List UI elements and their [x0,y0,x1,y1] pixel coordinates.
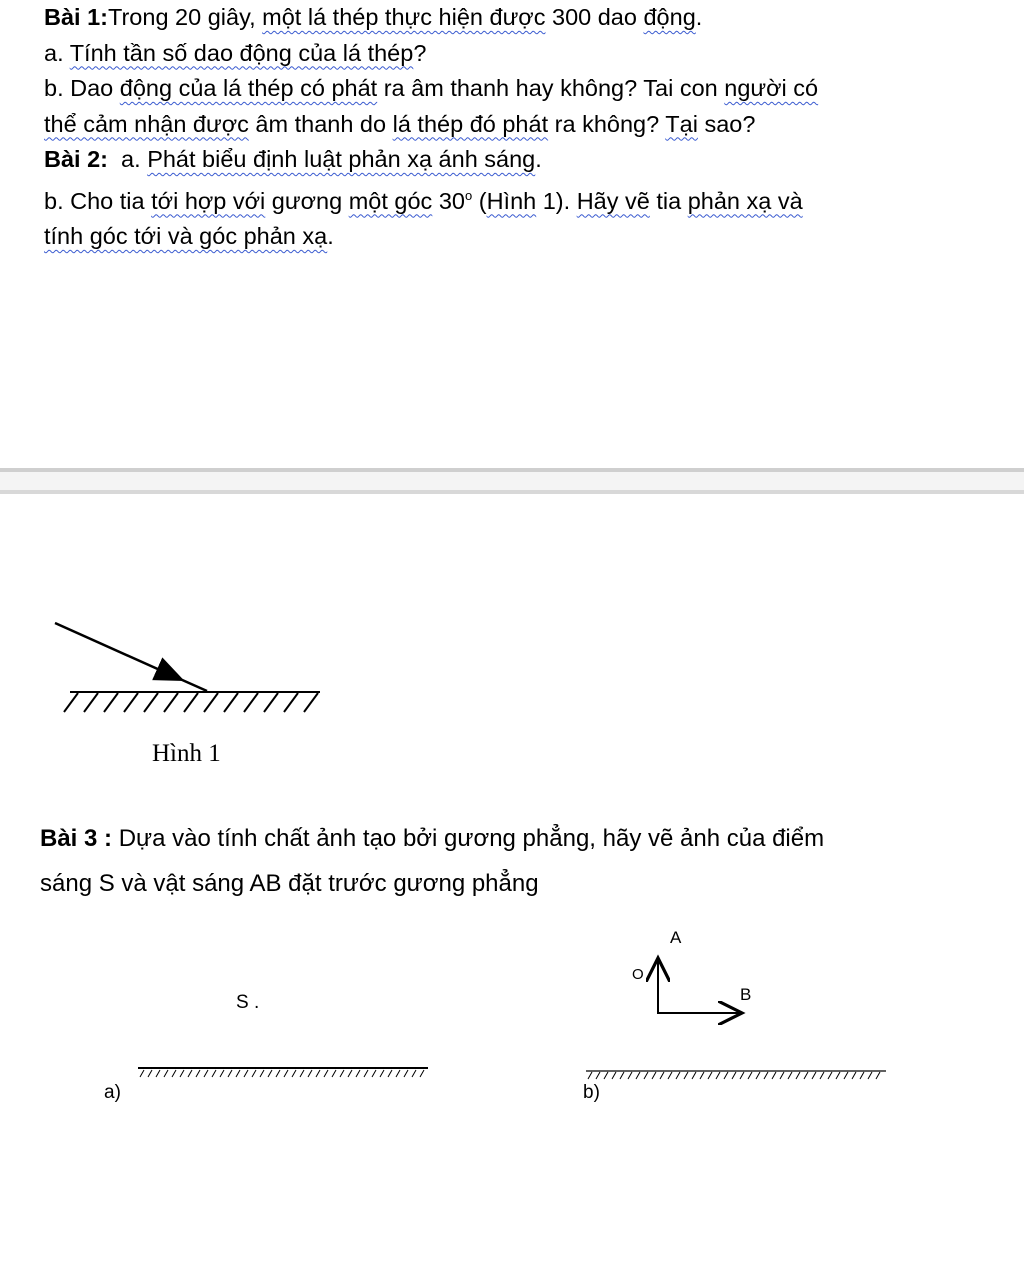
text-span: sao? [697,110,756,137]
text-span: b. Cho tia [44,187,152,214]
text-span: 300 dao [545,4,644,30]
label-O: O [632,966,644,983]
text-span: động [643,4,696,30]
text-span: a. [108,146,148,172]
text-span: ? [413,39,427,66]
text-span: ra âm thanh hay không? Tai con [377,75,725,101]
text-span: Dựa vào tính chất ảnh tạo bởi gương phẳng, hãy vẽ ảnh của điểm [112,825,825,852]
text-span: một góc [348,187,433,214]
bai1-heading: Bài 1: [44,4,108,30]
bai3-line2: sáng S và vật sáng AB đặt trước gương phẳng [40,870,539,897]
text-span: Phát biểu định luật phản xạ ánh sáng [147,146,536,172]
text-span: một lá thép thực hiện được [262,4,546,30]
text-span: Tính tần số dao động của lá thép [69,39,414,66]
bai3-line1 [40,816,824,861]
text-span: động của lá thép có phát [119,75,378,101]
label-figure-b: b) [583,1082,600,1103]
text-span: . [535,146,542,172]
incident-ray-tail [180,679,207,691]
text-span: Trong 20 giây, [108,4,263,30]
text-span: . [695,4,703,30]
bai3-heading: Bài 3 : [40,825,113,852]
label-A: A [670,928,682,947]
text-span: âm thanh do [248,110,393,137]
text-span: 30 [432,187,465,214]
bai2-heading: Bài 2: [44,146,108,172]
text-span: 1). [536,187,577,214]
text-span: tính góc tới và góc phản xạ [44,223,328,249]
text-span: tia [649,187,688,214]
figure-b-diagram [586,958,886,1079]
mirror-hatching [64,693,318,712]
text-span: b. Dao [44,75,120,101]
incident-ray-arrow [55,623,180,679]
mirror-b-hatching [588,1072,880,1079]
text-span: ra không? [548,110,666,137]
text-span: phản xạ và [687,187,803,214]
text-span: a. [44,39,70,66]
text-span: tới hợp với [151,187,266,214]
figure-1-diagram [55,623,320,712]
figure-1-caption: Hình 1 [152,740,221,767]
text-span: Tại [665,110,698,137]
text-span: gương [265,187,349,214]
mirror-a-hatching [140,1070,424,1077]
text-span: ( [472,187,487,214]
text-span: Hình [486,187,537,214]
text-span: lá thép đó phát [392,110,549,137]
text-span: người có [724,75,819,101]
label-point-S: S . [236,992,260,1013]
label-B: B [740,985,752,1004]
text-span: . [327,223,334,249]
text-span: Hãy vẽ [576,187,650,214]
figure-a-diagram [138,1068,428,1077]
text-span: thể cảm nhận được [44,110,249,137]
bai3-paragraph [40,816,824,906]
label-figure-a: a) [104,1082,121,1103]
degree-superscript: o [464,187,473,203]
